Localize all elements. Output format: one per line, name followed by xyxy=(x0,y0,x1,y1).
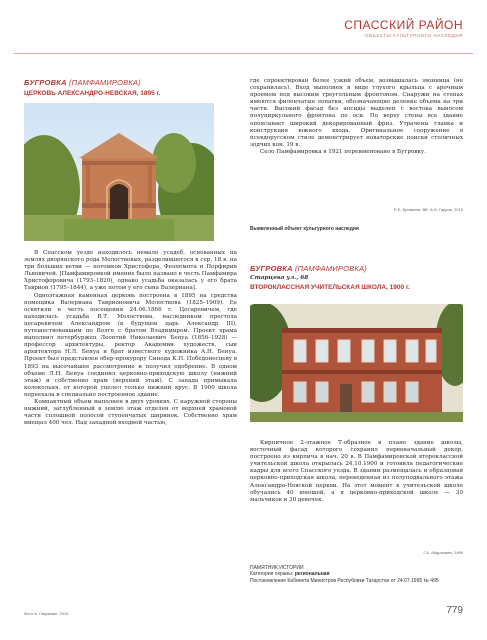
article2-body-p1: Кирпичное 2-этажное Т-образное в плане здание школы, восточный фасад которого сохранил первоначальный декор, построено из кирпича в нач. 20 в. В Памфамировской второклассной учительской школа открылась 24.10.1900 и готовила педагогические кадры для всего Спасского уезда. В здании размещалась и образцовая церковно-приходская школа, переведенная из полуподвального этажа Александро-Невской церкви. На этот момент в учительской школе обучались 40 юношей, а в церковно-приходской школе — 30 мальчиков и 30 девочек. xyxy=(250,440,463,503)
region-title: СПАССКИЙ РАЙОН xyxy=(344,18,463,32)
article2-heading xyxy=(250,264,465,291)
article2-address: Старцева ул., 68 xyxy=(250,275,309,281)
category-label: Категория охраны: xyxy=(250,571,294,578)
monument-label: ПАМЯТНИК ИСТОРИИ xyxy=(250,565,304,571)
article1-body-left-p2: Одноэтажная каменная церковь построена в 1895 на средства помещика Валериана Таврионовича Молоствова (1825–1909). Ее освятили в честь посещения 24.06.1866 г. Цесаревичем, где находилась усадьба В.Т. Молоствова, наследником престола цесаревичем Александром (в будущем царь Александр III), путешествовавшим по Волге с братом Владимиром. Проект храма выполнил петербуржец Леонтий Николаевич Бенуа (1856–1928) — профессор архитектуры, ректор Академии художеств, сын архитектора Н.Л. Бенуа и брат известного художника А.Н. Бенуа. Проект был представлен обер-прокурору Синода К.П. Победоносцеву в 1893 на высочайшее рассмотрение и получил одобрение. В одном объеме Л.Н. Бенуа соединил церковно-приходскую школу (нижний этаж) и собственно храм (верхний этаж). С запада примыкала колокольня, от которой уцелел только нижний ярус. В 1900 школа переехала в специально построенное здание. xyxy=(24,292,237,398)
school-illustration xyxy=(250,304,463,422)
article1-locality: БУГРОВКА xyxy=(24,78,67,87)
article1-body-left-p1: В Спасском уезде находилось немало усадеб, основанных на землях дворянского рода Молоствовых, разделившегося в сер. 18 в. на три больших ветви — потомков Христофора, Феопемпта и Порфирия Львовичей. [Памфамировкой имение было названо в честь Памфамира Христофоровича (1793–1820), однако усадьба оказалась у его брата Таврион (1795–1844), а уже потом у его сына Валериана]. xyxy=(24,250,237,292)
article1-body-right: где спроектирован более узкий объем, возвышалась звонница (не сохранилась). Вход выполнен в виде глухого крыльца с арочным проемом под высоким треугольным фронтоном. Снаружи на стенах имеются филенчатые лопатки, обозначающие деление объема на три части. Высокий фасад без апсиды выделен с востока выносом полуциркульного фронтона по оси. По верху стены все здание опоясывает широкий декорированный фриз. Утрачены главка и конструкция южного входа. Оригинальное сооружение в псевдорусском стиле демонстрирует новаторские поиски столичных зодчих кон. 19 в. xyxy=(250,78,463,148)
article2-author: Г.А. Абдрахман, 1999 xyxy=(423,550,463,555)
article1-left-text xyxy=(24,250,237,427)
article1-body-right-p2: Село Памфамировка в 1921 переименовано в Бугровку. xyxy=(260,148,426,155)
decree-text: Постановление Кабинета Министров Республики Татарстан от 24.07.1995 № 495 xyxy=(250,577,439,584)
article2-locality: БУГРОВКА xyxy=(250,264,293,273)
article1-status: Выявленный объект культурного наследия xyxy=(250,226,359,232)
header-divider xyxy=(14,53,473,54)
church-illustration xyxy=(24,103,214,241)
article2-object-name: ВТОРОКЛАССНАЯ УЧИТЕЛЬСКАЯ ШКОЛА, 1900 г. xyxy=(250,284,410,291)
church-photo xyxy=(24,103,214,241)
article1-right-text xyxy=(250,78,463,156)
article1-photo-caption: Фото А. Гаврюнин, 2015 xyxy=(24,611,69,616)
article2-locality-alt: (ПАМФАМИРОВКА) xyxy=(294,264,367,273)
school-photo xyxy=(250,304,463,422)
region-subtitle: ОБЪЕКТЫ КУЛЬТУРНОГО НАСЛЕДИЯ xyxy=(364,33,463,38)
category-value: региональная xyxy=(294,571,330,578)
article1-body-left-p3: Компактный объем выполнен в двух уровнях. С наружной стороны нижний, заглубленный в землю этаж отделен от верхней храмовой части сплошной полосой ступенчатых ширинок. Собственно храм вмещал 400 чел. Над западной входной частью, xyxy=(24,398,237,427)
article1-author: Е.Е. Бровкина, ВВ. А.И. Гарров, 2015 xyxy=(393,207,463,212)
article1-object-name: ЦЕРКОВЬ АЛЕКСАНДРО-НЕВСКАЯ, 1895 г. xyxy=(24,90,161,97)
article2-text xyxy=(250,440,463,504)
page-header xyxy=(344,18,463,38)
page-number: 779 xyxy=(446,605,463,616)
article2-monument-info xyxy=(250,565,465,584)
article1-locality-alt: (ПАМФАМИРОВКА) xyxy=(68,78,141,87)
article1-heading xyxy=(24,78,234,97)
